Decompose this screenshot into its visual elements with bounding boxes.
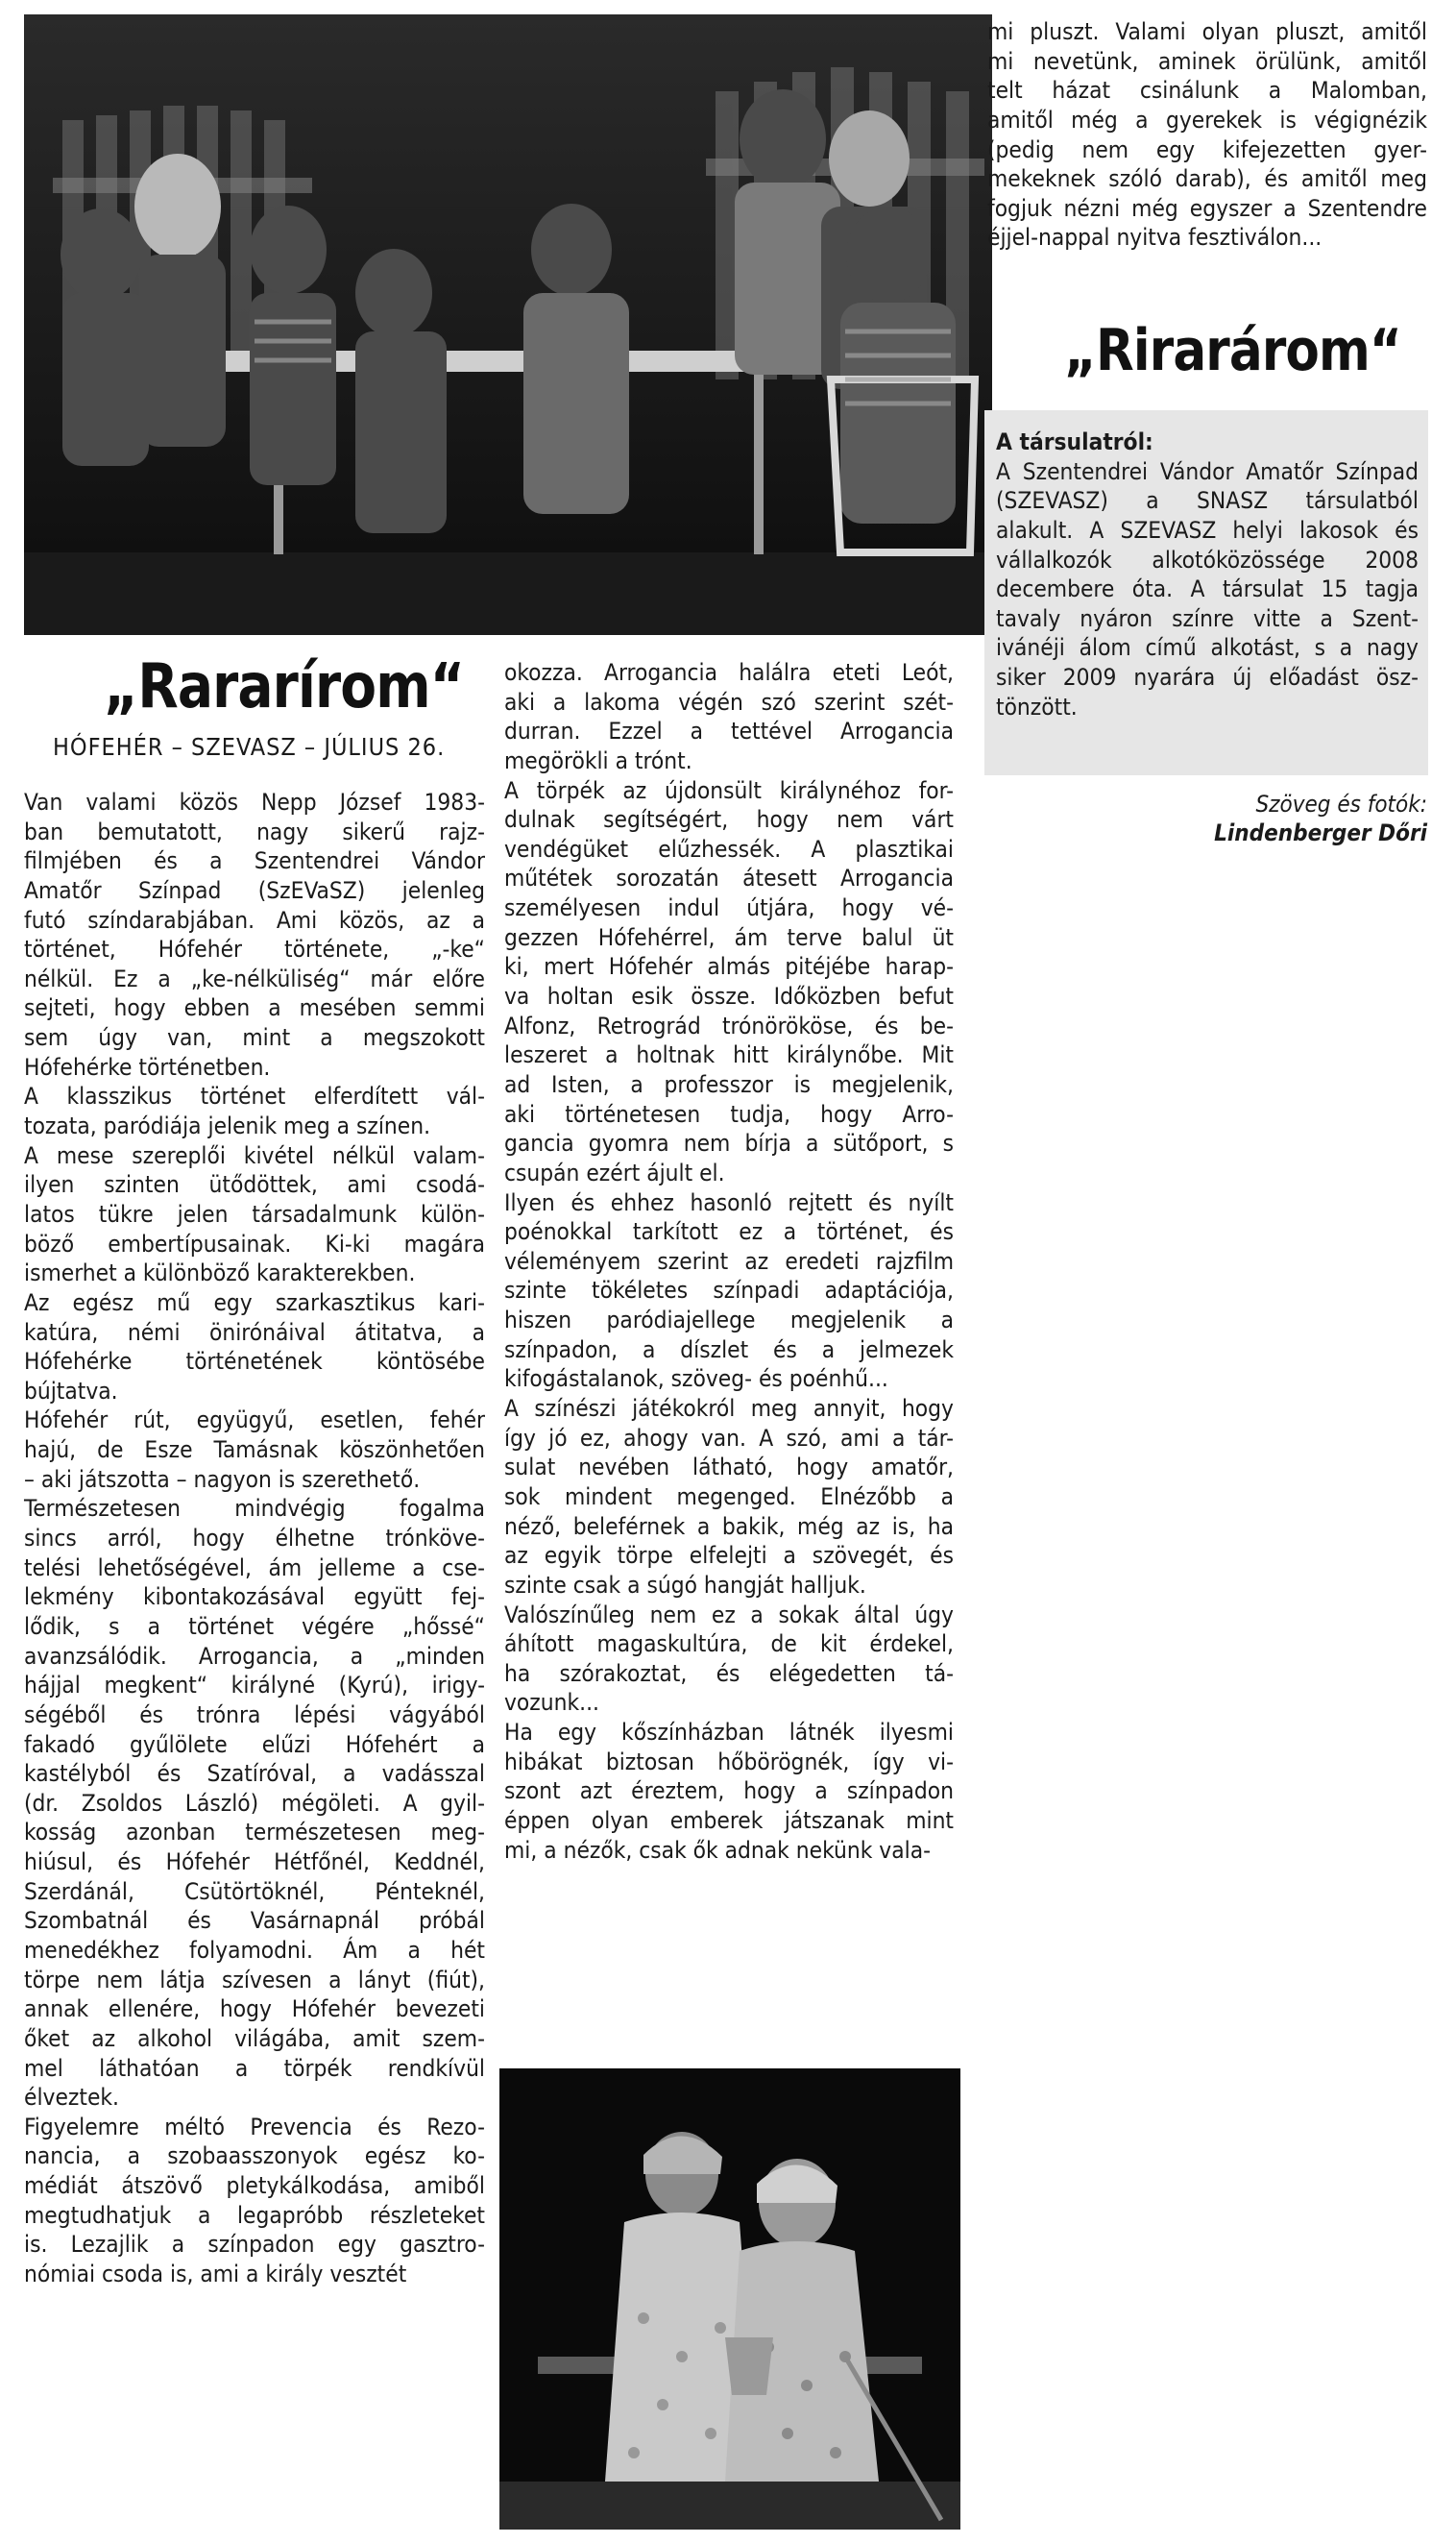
- text-line: megtudhatjuk a legapróbb részleteket: [24, 2200, 485, 2229]
- text-line: véleményem szerint az eredeti rajzfilm: [504, 1246, 954, 1275]
- text-line: sulat nevében látható, hogy amatőr,: [504, 1453, 954, 1481]
- text-line: va holtan esik össze. Időközben befut: [504, 982, 954, 1011]
- text-line: annak ellenére, hogy Hófehér bevezeti: [24, 1994, 485, 2023]
- article-title-right: „Rirarárom“: [1064, 317, 1401, 384]
- text-line: leszeret a holtnak hitt királynőbe. Mit: [504, 1040, 954, 1069]
- text-line: Szombatnál és Vasárnapnál próbál: [24, 1906, 485, 1935]
- text-line: így jó ez, ahogy van. A szó, ami a tár-: [504, 1423, 954, 1452]
- text-line: nancia, a szobaasszonyok egész ko-: [24, 2141, 485, 2170]
- text-line: futó színdarabjában. Ami közös, az a: [24, 905, 485, 934]
- text-line: avanzsálódik. Arrogancia, a „minden: [24, 1641, 485, 1670]
- text-line: siker 2009 nyarára új előadást ösz-: [996, 663, 1419, 692]
- text-line: áhított magaskultúra, de kit érdekel,: [504, 1629, 954, 1658]
- text-line: sejteti, hogy ebben a mesében semmi: [24, 993, 485, 1022]
- text-line: Szerdánál, Csütörtöknél, Pénteknél,: [24, 1876, 485, 1905]
- text-line: mekeknek szóló darab), és amitől meg: [987, 164, 1427, 193]
- text-line: őket az alkohol világába, amit szem-: [24, 2023, 485, 2052]
- text-line: ilyen szinten ütődöttek, ami csodá-: [24, 1170, 485, 1199]
- text-line: Ilyen és ehhez hasonló rejtett és nyílt: [504, 1187, 954, 1216]
- text-line: hiszen paródiajellege megjelenik a: [504, 1306, 954, 1334]
- text-line: néző, beleférnek a bakik, még az is, ha: [504, 1511, 954, 1540]
- text-line: Hófehérke történetben.: [24, 1052, 271, 1081]
- text-line: szinte tökéletes színpadi adaptációja,: [504, 1276, 954, 1305]
- text-line: (SZEVASZ) a SNASZ társulatból: [996, 486, 1419, 515]
- text-line: vozunk...: [504, 1688, 599, 1717]
- text-line: Van valami közös Nepp József 1983-: [24, 788, 485, 816]
- text-line: gancia gyomra nem bírja a sütőport, s: [504, 1129, 954, 1158]
- text-line: fakadó gyűlölete elűzi Hófehért a: [24, 1729, 485, 1758]
- text-line: csupán ezért ájult el.: [504, 1158, 725, 1186]
- text-line: műtétek sorozatán átesett Arrogancia: [504, 864, 954, 892]
- article-column-2: [504, 658, 954, 1865]
- article-title-left: „Rararírom“: [104, 651, 465, 722]
- article-column-1: [24, 788, 485, 2289]
- text-line: Figyelemre méltó Prevencia és Rezo-: [24, 2112, 485, 2140]
- text-line: Alfonz, Retrográd trónörököse, és be-: [504, 1011, 954, 1039]
- credit-label: Szöveg és fotók:: [1255, 791, 1427, 818]
- text-line: A klasszikus történet elferdített vál-: [24, 1082, 485, 1111]
- stage-photo-dwarfs-image: [24, 14, 992, 635]
- text-line: A mese szereplői kivétel nélkül valam-: [24, 1140, 485, 1169]
- company-info-box: [984, 410, 1428, 775]
- text-line: aki történetesen tudja, hogy Arro-: [504, 1099, 954, 1128]
- text-line: ban bemutatott, nagy sikerű rajz-: [24, 817, 485, 845]
- text-line: hajú, de Esze Tamásnak köszönhetően: [24, 1435, 485, 1464]
- text-line: hiúsul, és Hófehér Hétfőnél, Keddnél,: [24, 1847, 485, 1876]
- text-line: dulnak segítségért, hogy nem várt: [504, 805, 954, 834]
- text-line: A Szentendrei Vándor Amatőr Színpad: [996, 456, 1419, 485]
- stage-photo-women-image: [499, 2068, 960, 2530]
- text-line: médiát átszövő pletykálkodása, amiből: [24, 2171, 485, 2200]
- text-line: ad Isten, a professzor is megjelenik,: [504, 1069, 954, 1098]
- text-line: aki a lakoma végén szó szerint szét-: [504, 687, 954, 716]
- text-line: tönzött.: [996, 692, 1078, 721]
- text-line: hibákat biztosan hőbörögnék, így vi-: [504, 1747, 954, 1775]
- stage-photo-dwarfs: [24, 14, 992, 635]
- text-line: tozata, paródiája jelenik meg a színen.: [24, 1112, 431, 1140]
- text-line: ivánéji álom című alkotást, s a nagy: [996, 633, 1419, 662]
- text-line: – aki játszotta – nagyon is szerethető.: [24, 1464, 421, 1493]
- article-column-3: [987, 17, 1427, 253]
- text-line: Hófehérke történetének köntösébe: [24, 1347, 485, 1376]
- photo-credit: [1214, 790, 1427, 847]
- text-line: szinte csak a súgó hangját halljuk.: [504, 1570, 866, 1599]
- text-line: böző embertípusainak. Ki-ki magára: [24, 1229, 485, 1258]
- text-line: éjjel-nappal nyitva fesztiválon...: [987, 223, 1323, 252]
- info-box-heading: A társulatról:: [996, 428, 1153, 455]
- text-line: mel láthatóan a törpék rendkívül: [24, 2053, 485, 2082]
- text-line: tavaly nyáron színre vitte a Szent-: [996, 603, 1419, 632]
- text-line: törpe nem látja szívesen a lányt (fiút),: [24, 1965, 485, 1993]
- text-line: menedékhez folyamodni. Ám a hét: [24, 1935, 485, 1964]
- text-line: Természetesen mindvégig fogalma: [24, 1494, 485, 1523]
- text-line: ségéből és trónra lépési vágyából: [24, 1699, 485, 1728]
- text-line: alakult. A SZEVASZ helyi lakosok és: [996, 515, 1419, 544]
- text-line: fogjuk nézni még egyszer a Szentendre: [987, 193, 1427, 222]
- text-line: kifogástalanok, szöveg- és poénhű...: [504, 1364, 888, 1393]
- text-line: ismerhet a különböző karakterekben.: [24, 1259, 416, 1287]
- text-line: megörökli a trónt.: [504, 746, 692, 774]
- text-line: sem úgy van, mint a megszokott: [24, 1023, 485, 1052]
- text-line: durran. Ezzel a tettével Arrogancia: [504, 717, 954, 746]
- text-line: gezzen Hófehérrel, ám terve balul üt: [504, 922, 954, 951]
- text-line: nélkül. Ez a „ke-nélküliség“ már előre: [24, 964, 485, 992]
- text-line: Ha egy kőszínházban látnék ilyesmi: [504, 1718, 954, 1747]
- text-line: latos tükre jelen társadalmunk külön-: [24, 1199, 485, 1228]
- text-line: telési lehetőségével, ám jelleme a cse-: [24, 1553, 485, 1581]
- text-line: mi nevetünk, aminek örülünk, amitől: [987, 46, 1427, 75]
- text-line: kosság azonban természetesen meg-: [24, 1818, 485, 1846]
- text-line: kastélyból és Szatíróval, a vadásszal: [24, 1759, 485, 1788]
- stage-photo-women: [499, 2068, 960, 2530]
- text-line: okozza. Arrogancia halálra eteti Leót,: [504, 658, 954, 686]
- text-line: szont azt éreztem, hogy a színpadon: [504, 1776, 954, 1805]
- text-line: A színészi játékokról meg annyit, hogy: [504, 1394, 954, 1423]
- article-subtitle: HÓFEHÉR – SZEVASZ – JÚLIUS 26.: [53, 733, 446, 761]
- text-line: történet, Hófehér története, „-ke“: [24, 935, 485, 964]
- text-line: élveztek.: [24, 2083, 120, 2112]
- text-line: sok mindent megenged. Elnézőbb a: [504, 1481, 954, 1510]
- text-line: Valószínűleg nem ez a sokak által úgy: [504, 1600, 954, 1628]
- text-line: (pedig nem egy kifejezetten gyer-: [987, 134, 1427, 163]
- text-line: vendégüket elűzhessék. A plasztikai: [504, 834, 954, 863]
- text-line: bújtatva.: [24, 1376, 118, 1405]
- text-line: A törpék az újdonsült királynéhoz for-: [504, 775, 954, 804]
- text-line: katúra, némi önirónáival átitatva, a: [24, 1317, 485, 1346]
- credit-name: Lindenberger Dőri: [1214, 819, 1427, 846]
- text-line: mi pluszt. Valami olyan pluszt, amitől: [987, 17, 1427, 45]
- text-line: színpadon, a díszlet és a jelmezek: [504, 1334, 954, 1363]
- text-line: decembere óta. A társulat 15 tagja: [996, 575, 1419, 603]
- text-line: Hófehér rút, együgyű, esetlen, fehér: [24, 1406, 485, 1434]
- text-line: filmjében és a Szentendrei Vándor: [24, 846, 485, 875]
- text-line: poénokkal tarkított ez a történet, és: [504, 1217, 954, 1246]
- text-line: nómiai csoda is, ami a király vesztét: [24, 2260, 407, 2288]
- text-line: mi, a nézők, csak ők adnak nekünk vala-: [504, 1835, 931, 1864]
- text-line: lődik, s a történet végére „hőssé“: [24, 1611, 485, 1640]
- text-line: amitől még a gyerekek is végignézik: [987, 105, 1427, 134]
- text-line: ki, mert Hófehér almás pitéjébe harap-: [504, 952, 954, 981]
- text-line: Amatőr Színpad (SzEVaSZ) jelenleg: [24, 875, 485, 904]
- text-line: az egyik törpe elfelejti a szövegét, és: [504, 1541, 954, 1570]
- text-line: ha szórakoztat, és elégedetten tá-: [504, 1658, 954, 1687]
- text-line: lekmény kibontakozásával együtt fej-: [24, 1582, 485, 1611]
- text-line: éppen olyan emberek játszanak mint: [504, 1805, 954, 1834]
- text-line: vállalkozók alkotóközössége 2008: [996, 545, 1419, 574]
- text-line: telt házat csinálunk a Malomban,: [987, 76, 1427, 105]
- text-line: (dr. Zsoldos László) mégöleti. A gyil-: [24, 1788, 485, 1817]
- text-line: is. Lezajlik a színpadon egy gasztro-: [24, 2230, 485, 2259]
- text-line: Az egész mű egy szarkasztikus kari-: [24, 1287, 485, 1316]
- text-line: személyesen indul útjára, hogy vé-: [504, 893, 954, 922]
- text-line: sincs arról, hogy élhetne trónköve-: [24, 1524, 485, 1553]
- text-line: hájjal megkent“ királyné (Kyrú), irigy-: [24, 1671, 485, 1699]
- info-box-body: [996, 457, 1419, 722]
